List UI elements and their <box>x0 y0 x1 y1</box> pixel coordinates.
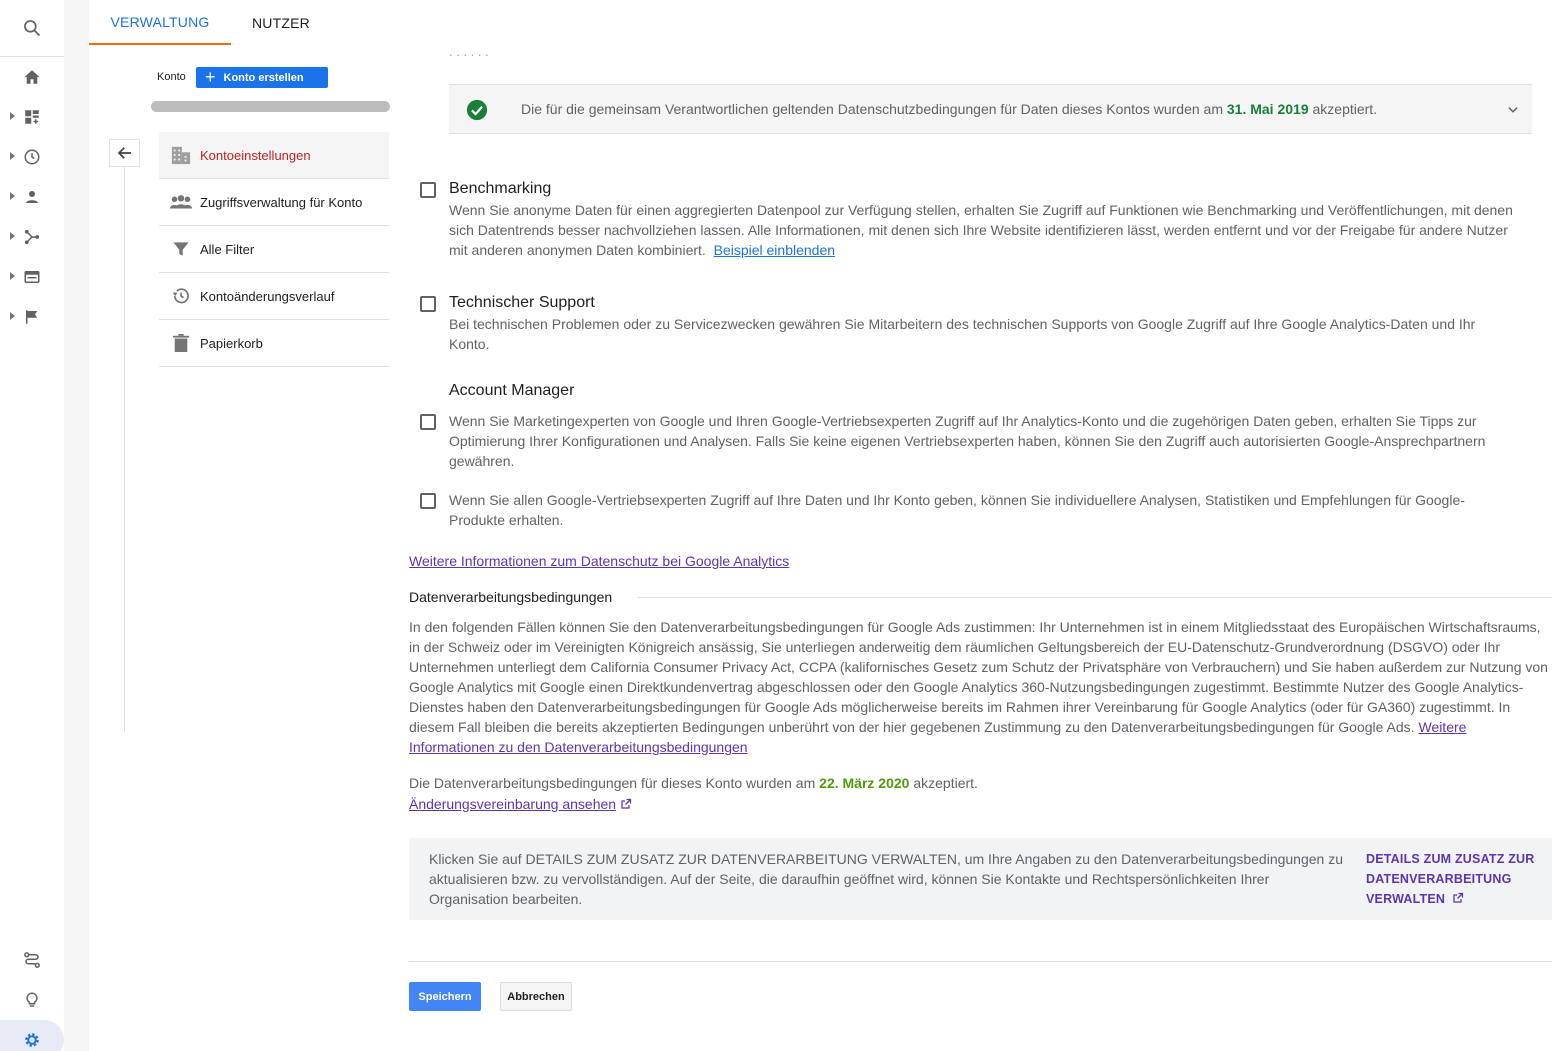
banner-text-before: Die für die gemeinsam Verantwortlichen geltenden Datenschutzbedingungen für Daten dieses Kontos wurden am <box>521 101 1227 117</box>
view-amendment-link[interactable] <box>409 796 632 812</box>
conversions-icon <box>23 308 41 326</box>
accepted-date: 22. März 2020 <box>819 775 910 791</box>
dvb-info-link[interactable]: Weitere Informationen zu den Datenverarbeitungsbedingungen <box>409 719 1467 755</box>
account-manager-description-1: Wenn Sie Marketingexperten von Google und Ihren Google-Vertriebsexperten Zugriff auf Ihr Analytics-Konto und die zugehörigen Daten geben, erhalten Sie Tipps zur Optimierung Ihrer Konfigurationen und Analysen. Falls Sie keine eigenen Vertriebsexperten haben, können Sie den Zugriff auch autorisierten Google-Ansprechpartnern gewähren. <box>449 413 1486 469</box>
dvb-accepted-status <box>409 775 978 791</box>
account-manager-checkbox-2[interactable] <box>420 493 436 509</box>
expand-caret-icon <box>10 192 15 200</box>
history-icon <box>159 286 200 306</box>
account-manager-description-2: Wenn Sie allen Google-Vertriebsexperten Zugriff auf Ihre Daten und Ihr Konto geben, können Sie individuellere Analysen, Statistiken und Empfehlungen für Google-Produkte erhalten. <box>449 492 1465 528</box>
expand-caret-icon <box>10 272 15 280</box>
arrow-left-icon <box>116 144 134 162</box>
conversions-button[interactable] <box>0 297 64 337</box>
behavior-button[interactable] <box>0 257 64 297</box>
technical-support-checkbox[interactable] <box>420 296 436 312</box>
dvb-text: In den folgenden Fällen können Sie den Datenverarbeitungsbedingungen für Google Ads zustimmen: Ihr Unternehmen ist in einem Mitgliedsstaat des Europäischen Wirtschaftsraums, in der Schweiz oder im Vereinigten Königreich ansässig, Sie unterliegen anderweitig dem räumlichen Geltungsbereich der EU-Datenschutz-Grundverordnung (DSGVO) oder Ihr Unternehmen unterliegt dem California Consumer Privacy Act, CCPA (kalifornisches Gesetz zum Schutz der Privatsphäre von Verbrauchern) und Sie haben außerdem zur Nutzung von Google Analytics mit Google einen Direktkundenvertrag abgeschlossen oder den Google Analytics 360-Nutzungsbedingungen zugestimmt. Bestimmte Nutzer des Google Analytics-Dienstes haben den Datenverarbeitungsbedingungen für Google Ads möglicherweise bereits im Rahmen ihrer Vereinbarung für Google Analytics (oder für GA360) zugestimmt. In diesem Fall bleiben die bereits akzeptierten Bedingungen unberührt von der hier gegebenen Zustimmung zu den Datenverarbeitungsbedingungen für Google Ads. <box>409 619 1548 735</box>
expand-caret-icon <box>10 112 15 120</box>
banner-text <box>521 101 1377 117</box>
external-link-icon <box>1452 892 1464 904</box>
back-button[interactable] <box>109 139 140 167</box>
accepted-text-before: Die Datenverarbeitungsbedingungen für dieses Konto wurden am <box>409 775 820 791</box>
customization-icon <box>23 108 41 126</box>
nav-item-zugriffsverwaltung[interactable] <box>159 179 389 226</box>
manage-dpa-details-link[interactable] <box>1366 849 1541 909</box>
home-icon <box>23 68 41 86</box>
attribution-button[interactable] <box>0 940 64 980</box>
account-settings-nav <box>159 132 389 367</box>
nav-item-label: Alle Filter <box>200 241 255 257</box>
account-label: Konto <box>157 71 186 83</box>
nav-item-label: Kontoeinstellungen <box>200 147 311 163</box>
nav-item-label: Zugriffsverwaltung für Konto <box>200 194 363 210</box>
nav-item-label: Papierkorb <box>200 335 263 351</box>
realtime-icon <box>23 148 41 166</box>
attribution-icon <box>23 951 41 969</box>
building-icon <box>159 145 200 165</box>
gear-icon <box>23 1031 41 1049</box>
account-manager-checkbox-1[interactable] <box>420 414 436 430</box>
benchmarking-description <box>449 200 1514 260</box>
acquisition-button[interactable] <box>0 217 64 257</box>
admin-button[interactable] <box>0 1020 64 1051</box>
discover-button[interactable] <box>0 980 64 1020</box>
hierarchy-line <box>124 167 125 732</box>
left-rail <box>0 0 64 1051</box>
cancel-button[interactable]: Abbrechen <box>500 982 572 1011</box>
external-link-icon <box>620 798 632 810</box>
privacy-info-link[interactable]: Weitere Informationen zum Datenschutz bei Google Analytics <box>409 553 790 569</box>
home-button[interactable] <box>0 57 64 97</box>
filter-icon <box>159 239 200 259</box>
expand-caret-icon <box>10 312 15 320</box>
clipped-scrolled-text: . . . . . . <box>449 50 489 58</box>
audience-icon <box>23 188 41 206</box>
show-example-link[interactable]: Beispiel einblenden <box>713 242 836 258</box>
nav-item-papierkorb[interactable] <box>159 320 389 367</box>
gutter <box>64 0 89 1051</box>
trash-icon <box>159 333 200 353</box>
expand-caret-icon <box>10 232 15 240</box>
account-manager-title: Account Manager <box>449 382 575 399</box>
create-account-button[interactable] <box>196 67 328 88</box>
dpa-info-box <box>409 838 1552 920</box>
search-icon <box>22 18 42 38</box>
customization-button[interactable] <box>0 97 64 137</box>
acquisition-icon <box>23 228 41 246</box>
top-tab-bar <box>89 0 1563 45</box>
account-selector-redacted[interactable] <box>151 101 390 112</box>
joint-controller-banner[interactable] <box>449 84 1532 134</box>
dvb-description <box>409 617 1554 757</box>
section-divider <box>637 597 1552 598</box>
save-button[interactable]: Speichern <box>409 982 481 1011</box>
benchmarking-title: Benchmarking <box>449 180 552 197</box>
technical-support-title: Technischer Support <box>449 294 595 311</box>
nav-item-kontoaenderungsverlauf[interactable] <box>159 273 389 320</box>
realtime-button[interactable] <box>0 137 64 177</box>
benchmarking-checkbox[interactable] <box>420 182 436 198</box>
check-circle-icon <box>466 99 488 126</box>
audience-button[interactable] <box>0 177 64 217</box>
banner-date: 31. Mai 2019 <box>1226 101 1309 117</box>
lightbulb-icon <box>23 991 41 1009</box>
people-icon <box>159 193 200 211</box>
view-amendment-label: Änderungsvereinbarung ansehen <box>409 796 617 812</box>
dpa-info-text: Klicken Sie auf DETAILS ZUM ZUSATZ ZUR DATENVERARBEITUNG VERWALTEN, um Ihre Angaben zu den Datenverarbeitungsbedingungen zu aktualisieren bzw. zu vervollständigen. Auf der Seite, die daraufhin geöffnet wird, können Sie Kontakte und Rechtspersönlichkeiten Ihrer Organisation bearbeiten. <box>429 851 1343 907</box>
tab-nutzer[interactable]: NUTZER <box>252 14 310 31</box>
behavior-icon <box>23 268 41 286</box>
technical-support-description: Bei technischen Problemen oder zu Servicezwecken gewähren Sie Mitarbeitern des technischen Supports von Google Zugriff auf Ihre Google Analytics-Daten und Ihr Konto. <box>449 316 1476 352</box>
search-button[interactable] <box>0 8 64 48</box>
benchmarking-text: Wenn Sie anonyme Daten für einen aggregierten Datenpool zur Verfügung stellen, erhalten Sie Zugriff auf Funktionen wie Benchmarking und Veröffentlichungen, mit denen sich Datentrends besser nachvollziehen lassen. Alle Informationen, mit denen sich Ihre Website identifizieren lässt, werden entfernt und vor der Freigabe für andere Nutzer mit anderen anonymen Daten kombiniert. <box>449 202 1513 258</box>
plus-icon: + <box>205 66 216 87</box>
nav-item-kontoeinstellungen[interactable] <box>159 132 389 179</box>
tab-verwaltung[interactable]: VERWALTUNG <box>89 0 231 45</box>
accepted-text-after: akzeptiert. <box>909 775 978 791</box>
expand-caret-icon <box>10 152 15 160</box>
chevron-down-icon[interactable] <box>1506 103 1520 122</box>
manage-dpa-details-label: DETAILS ZUM ZUSATZ ZUR DATENVERARBEITUNG VERWALTEN <box>1366 852 1535 906</box>
nav-item-alle-filter[interactable] <box>159 226 389 273</box>
banner-text-after: akzeptiert. <box>1308 101 1378 117</box>
create-account-label: Konto erstellen <box>223 71 304 84</box>
actions-divider <box>409 961 1552 962</box>
dvb-section-title: Datenverarbeitungsbedingungen <box>409 589 613 605</box>
nav-item-label: Kontoänderungsverlauf <box>200 288 335 304</box>
